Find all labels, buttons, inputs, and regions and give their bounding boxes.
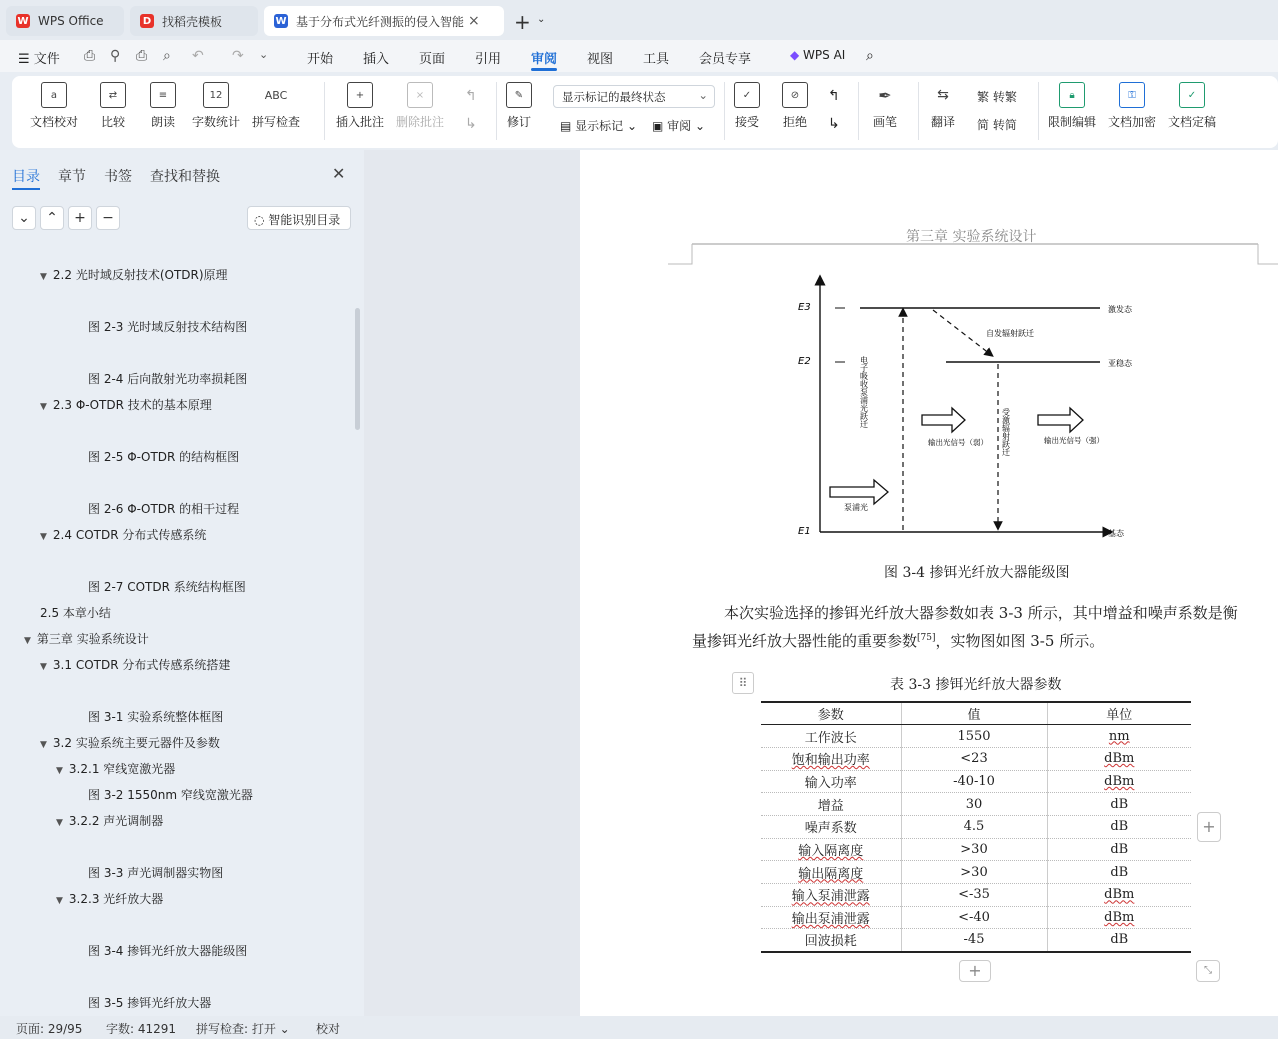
print-preview-icon[interactable]: ⌕	[163, 48, 171, 64]
ribbon-separator	[324, 82, 325, 140]
toc-collapse-arrow-icon[interactable]: ▼	[40, 272, 47, 282]
show-markup-icon: ▤	[560, 119, 576, 133]
save-icon[interactable]: ⎙	[84, 48, 96, 64]
toc-item[interactable]	[88, 942, 247, 959]
toc-item[interactable]	[88, 500, 239, 517]
e1-label: E1	[798, 526, 811, 537]
table-header-row	[761, 702, 1191, 725]
unit-cell[interactable]	[1047, 838, 1191, 861]
status-bar	[0, 1016, 1278, 1039]
cell-text: -45	[963, 932, 985, 948]
reject-button[interactable]: ⊘ 拒绝	[782, 82, 808, 130]
param-cell[interactable]	[761, 838, 901, 861]
cell-text: 1550	[957, 728, 991, 744]
cell-text: dBm	[1104, 910, 1135, 926]
menu-view[interactable]: 视图	[587, 52, 614, 67]
toc-item-label: 图 2-5 Φ-OTDR 的结构框图	[88, 450, 240, 464]
toc-item-label: 3.2.3 光纤放大器	[68, 892, 164, 906]
toc-item-label: 3.2.1 窄线宽激光器	[68, 762, 176, 776]
param-cell[interactable]	[761, 770, 901, 793]
param-cell[interactable]	[761, 929, 901, 952]
e3-label: E3	[798, 302, 811, 313]
toc-item-label: 2.5 本章小结	[40, 606, 111, 620]
table-row	[761, 884, 1191, 907]
tab-docer[interactable]: D 找稻壳模板	[130, 6, 258, 36]
param-cell[interactable]	[761, 725, 901, 748]
body-paragraph-line-1: 本次实验选择的掺铒光纤放大器参数如表 3-3 所示，其中增益和噪声系数是衡	[724, 604, 1238, 622]
toc-item[interactable]	[56, 890, 163, 907]
document-page	[580, 150, 1278, 1016]
cell-text: dB	[1110, 932, 1129, 948]
toc-item-label: 2.3 Φ-OTDR 技术的基本原理	[52, 398, 212, 412]
param-cell[interactable]	[761, 793, 901, 816]
expand-up-icon[interactable]: ⌃	[40, 206, 64, 230]
smart-toc-icon: ◌	[254, 213, 269, 227]
pump-light-arrow	[830, 480, 888, 504]
share-icon[interactable]: ⚲	[110, 48, 121, 64]
navigation-pane	[0, 150, 364, 1016]
tab-chapter[interactable]: 章节	[58, 169, 86, 185]
cell-text: 输出泵浦泄露	[791, 912, 870, 928]
header-rule	[668, 240, 1278, 266]
toc-item[interactable]	[88, 708, 223, 725]
toc-item[interactable]	[40, 266, 228, 283]
menu-tools[interactable]: 工具	[643, 52, 670, 67]
toc-item[interactable]	[40, 604, 111, 621]
cell-text: -40-10	[953, 773, 995, 789]
writer-doc-icon: W	[275, 15, 287, 27]
toc-collapse-arrow-icon[interactable]: ▼	[56, 766, 63, 776]
accept-button[interactable]: ✓ 接受	[734, 82, 760, 130]
compare-button[interactable]: ⇄ 比较	[100, 82, 126, 130]
table-move-handle-icon[interactable]: ⠿	[732, 672, 754, 694]
toc-collapse-arrow-icon[interactable]: ▼	[40, 532, 47, 542]
delete-comment-button[interactable]: × 删除批注	[396, 82, 444, 130]
show-markup-button[interactable]: ▤ 显示标记 ⌄	[560, 119, 638, 133]
menu-page[interactable]: 页面	[419, 52, 446, 67]
value-cell[interactable]	[901, 884, 1047, 907]
chevron-down-icon[interactable]: ⌄	[537, 14, 546, 25]
active-menu-indicator	[531, 68, 557, 71]
new-tab-icon[interactable]: +	[514, 10, 531, 34]
citation-ref[interactable]: [75]	[917, 633, 936, 643]
unit-cell[interactable]	[1047, 793, 1191, 816]
toc-item-label: 图 2-7 COTDR 系统结构框图	[88, 580, 246, 594]
cell-text: 回波损耗	[804, 934, 857, 950]
word-count-button[interactable]: 12 字数统计	[192, 82, 240, 130]
wps-ai-icon: ◆	[790, 48, 804, 62]
encrypt-button[interactable]: ⚿ 文档加密	[1108, 82, 1156, 130]
toc-item[interactable]	[40, 396, 212, 413]
cell-text: dB	[1110, 796, 1129, 812]
toc-item[interactable]	[56, 760, 175, 777]
toc-item[interactable]	[40, 526, 206, 543]
cell-text: 4.5	[963, 819, 985, 835]
pump-light-label: 泵浦光	[844, 503, 868, 512]
table-row	[761, 770, 1191, 793]
value-cell[interactable]	[901, 725, 1047, 748]
value-cell[interactable]	[901, 838, 1047, 861]
excited-state-label: 激发态	[1108, 305, 1132, 314]
toc-item-label: 图 2-6 Φ-OTDR 的相干过程	[88, 502, 240, 516]
header-unit: 单位	[1047, 702, 1191, 725]
table-row	[761, 815, 1191, 838]
next-change-icon[interactable]: ↳	[828, 116, 840, 132]
cell-text: 工作波长	[804, 730, 857, 746]
proofread-icon: a	[41, 82, 67, 108]
spontaneous-label: 自发辐射跃迁	[986, 329, 1034, 338]
table-row	[761, 929, 1191, 952]
toc-item-label: 图 3-1 实验系统整体框图	[88, 710, 224, 724]
active-tab-indicator	[12, 188, 40, 190]
value-cell[interactable]	[901, 929, 1047, 952]
hamburger-icon: ☰	[18, 52, 34, 67]
cell-text: 饱和输出功率	[791, 753, 870, 769]
unit-cell[interactable]	[1047, 884, 1191, 907]
proofread-button[interactable]: a 文档校对	[30, 82, 78, 130]
toc-collapse-arrow-icon[interactable]: ▼	[40, 662, 47, 672]
encrypt-icon: ⚿	[1119, 82, 1145, 108]
param-cell[interactable]	[761, 747, 901, 770]
accept-icon: ✓	[734, 82, 760, 108]
toc-item-label: 2.2 光时域反射技术(OTDR)原理	[52, 268, 228, 282]
toc-item[interactable]	[88, 448, 239, 465]
table-row	[761, 747, 1191, 770]
next-comment-icon[interactable]: ↳	[465, 116, 477, 132]
finalize-icon: ✓	[1179, 82, 1205, 108]
table-caption: 表 3-3 掺铒光纤放大器参数	[890, 677, 1062, 693]
close-icon[interactable]: ✕	[332, 164, 346, 183]
cell-text: <23	[960, 751, 988, 767]
menu-review[interactable]: 审阅	[531, 52, 558, 67]
smart-toc-button[interactable]: ◌ 智能识别目录	[247, 206, 351, 230]
chevron-down-icon: ⌄	[698, 88, 708, 102]
cell-text: 输入隔离度	[798, 843, 864, 859]
review-ribbon	[12, 76, 1278, 148]
to-simplified-button[interactable]: 简 转简	[977, 118, 1017, 132]
parameter-table	[761, 701, 1191, 953]
cell-text: <-35	[958, 887, 990, 903]
document-margin-area	[364, 150, 580, 1016]
menu-start[interactable]: 开始	[307, 52, 334, 67]
revise-button[interactable]: ✎ 修订	[506, 82, 532, 130]
stimulated-label: 受激辐射跃迁	[1001, 408, 1011, 456]
pen-icon: ✒	[878, 85, 892, 105]
toc-item[interactable]	[88, 786, 253, 803]
close-tab-icon[interactable]: ×	[468, 13, 480, 29]
search-icon[interactable]: ⌕	[866, 48, 874, 64]
toc-collapse-arrow-icon[interactable]: ▼	[56, 818, 63, 828]
restrict-edit-icon: 🔒︎	[1059, 82, 1085, 108]
metastable-label: 亚稳态	[1108, 359, 1132, 368]
toc-item-label: 3.2 实验系统主要元器件及参数	[52, 736, 220, 750]
table-row	[761, 861, 1191, 884]
proofread-status[interactable]: 校对	[316, 1022, 341, 1036]
quick-access-more-icon[interactable]: ⌄	[259, 48, 269, 61]
param-cell[interactable]	[761, 906, 901, 929]
finalize-button[interactable]: ✓ 文档定稿	[1168, 82, 1216, 130]
page-indicator[interactable]: 页面: 29/95	[16, 1022, 83, 1036]
tab-wps-office[interactable]: W WPS Office	[6, 6, 124, 36]
toc-item-label: 图 3-3 声光调制器实物图	[88, 866, 224, 880]
ribbon-separator	[858, 82, 859, 140]
toc-item-label: 图 3-2 1550nm 窄线宽激光器	[88, 788, 253, 802]
toc-item[interactable]	[56, 812, 163, 829]
reject-icon: ⊘	[782, 82, 808, 108]
toc-item-label: 图 3-5 掺铒光纤放大器	[88, 996, 212, 1010]
to-traditional-button[interactable]: 繁 转繁	[977, 90, 1017, 104]
add-row-icon[interactable]: +	[959, 960, 991, 982]
toc-item-label: 图 2-3 光时域反射技术结构图	[88, 320, 248, 334]
toc-collapse-arrow-icon[interactable]: ▼	[56, 896, 63, 906]
docer-icon: D	[140, 14, 154, 28]
read-aloud-icon: ≡	[150, 82, 176, 108]
toc-collapse-arrow-icon[interactable]: ▼	[40, 402, 47, 412]
value-cell[interactable]	[901, 861, 1047, 884]
table-row	[761, 725, 1191, 748]
value-cell[interactable]	[901, 793, 1047, 816]
unit-cell[interactable]	[1047, 861, 1191, 884]
cell-text: dB	[1110, 819, 1129, 835]
tab-bookmark[interactable]: 书签	[104, 169, 132, 185]
cell-text: nm	[1108, 728, 1130, 744]
cell-text: <-40	[958, 910, 990, 926]
translate-button[interactable]: ⇆ 翻译	[930, 82, 956, 130]
toc-item-label: 图 2-4 后向散射光功率损耗图	[88, 372, 248, 386]
sidebar-scrollbar[interactable]	[355, 308, 360, 430]
weak-signal-label: 输出光信号（弱）	[928, 438, 988, 447]
traditional-icon: 繁	[977, 90, 993, 104]
toc-item-label: 第三章 实验系统设计	[36, 632, 149, 646]
cell-text: dB	[1110, 864, 1129, 880]
insert-comment-button[interactable]: + 插入批注	[336, 82, 384, 130]
cell-text: dBm	[1104, 773, 1135, 789]
energy-level-figure	[790, 268, 1160, 548]
pump-absorb-label: 电子吸收泵浦光跃迁	[859, 356, 869, 428]
ribbon-separator	[918, 82, 919, 140]
ribbon-separator	[1038, 82, 1039, 140]
wps-ai-button[interactable]: ◆ WPS AI	[790, 48, 846, 62]
display-state-dropdown[interactable]: 显示标记的最终状态 ⌄	[553, 85, 715, 108]
tab-find-replace[interactable]: 查找和替换	[150, 169, 220, 185]
title-tab-bar	[0, 0, 1278, 40]
menu-bar	[0, 40, 1278, 72]
e2-label: E2	[798, 356, 811, 367]
table-row	[761, 793, 1191, 816]
body-paragraph-line-2: 量掺铒光纤放大器性能的重要参数[75]，实物图如图 3-5 所示。	[692, 632, 1105, 650]
collapse-icon[interactable]: ⌄	[12, 206, 36, 230]
toc-item[interactable]	[24, 630, 149, 647]
undo-icon[interactable]: ↶	[192, 48, 204, 64]
tab-toc[interactable]: 目录	[12, 169, 40, 185]
ribbon-separator	[724, 82, 725, 140]
print-icon[interactable]: ⎙	[136, 48, 148, 64]
redo-icon[interactable]: ↷	[232, 48, 244, 64]
value-cell[interactable]	[901, 747, 1047, 770]
unit-cell[interactable]	[1047, 725, 1191, 748]
unit-cell[interactable]	[1047, 770, 1191, 793]
strong-signal-label: 输出光信号（强）	[1044, 436, 1104, 445]
cell-text: 增益	[817, 798, 844, 814]
value-cell[interactable]	[901, 815, 1047, 838]
figure-caption: 图 3-4 掺铒光纤放大器能级图	[884, 565, 1070, 581]
read-aloud-button[interactable]: ≡ 朗读	[150, 82, 176, 130]
review-pane-button[interactable]: ▣ 审阅 ⌄	[652, 119, 706, 133]
toc-item[interactable]	[40, 656, 230, 673]
table-resize-icon[interactable]: ⤡	[1196, 960, 1220, 982]
ribbon-separator	[496, 82, 497, 140]
param-cell[interactable]	[761, 861, 901, 884]
menu-reference[interactable]: 引用	[475, 52, 502, 67]
unit-cell[interactable]	[1047, 747, 1191, 770]
toc-collapse-arrow-icon[interactable]: ▼	[40, 740, 47, 750]
value-cell[interactable]	[901, 906, 1047, 929]
toc-item[interactable]	[88, 994, 211, 1011]
remove-icon[interactable]: −	[96, 206, 120, 230]
page-header-text: 第三章 实验系统设计	[906, 229, 1037, 245]
toc-item[interactable]	[88, 370, 247, 387]
tab-document[interactable]: W 基于分布式光纤测振的侵入智能 ×	[264, 6, 504, 36]
toc-item-label: 3.2.2 声光调制器	[68, 814, 164, 828]
add-column-icon[interactable]: +	[1197, 812, 1221, 842]
wps-logo-icon: W	[17, 15, 29, 27]
unit-cell[interactable]	[1047, 929, 1191, 952]
previous-comment-icon[interactable]: ↰	[465, 88, 477, 104]
compare-icon: ⇄	[100, 82, 126, 108]
previous-change-icon[interactable]: ↰	[828, 88, 840, 104]
spell-check-button[interactable]: ABC 拼写检查	[252, 82, 300, 130]
value-cell[interactable]	[901, 770, 1047, 793]
simplified-icon: 简	[977, 118, 993, 132]
revise-icon: ✎	[506, 82, 532, 108]
menu-insert[interactable]: 插入	[363, 52, 390, 67]
cell-text: 输入功率	[804, 775, 857, 791]
cell-text: 噪声系数	[804, 821, 857, 837]
weak-signal-arrow	[922, 408, 965, 432]
word-count-icon: 12	[203, 82, 229, 108]
strong-signal-arrow	[1038, 408, 1083, 432]
add-icon[interactable]: +	[68, 206, 92, 230]
header-value: 值	[901, 702, 1047, 725]
menu-member[interactable]: 会员专享	[699, 52, 752, 67]
cell-text: >30	[960, 864, 988, 880]
review-pane-icon: ▣	[652, 119, 668, 133]
toc-item[interactable]	[88, 864, 223, 881]
spell-check-icon: ABC	[264, 88, 288, 102]
spell-check-toggle[interactable]: 拼写检查: 打开 ⌄	[196, 1022, 290, 1036]
param-cell[interactable]	[761, 884, 901, 907]
toc-item[interactable]	[88, 578, 246, 595]
toc-item[interactable]	[40, 734, 220, 751]
ground-state-label: 基态	[1108, 529, 1124, 538]
spontaneous-transition-arrow	[933, 310, 990, 354]
delete-comment-icon: ×	[407, 82, 433, 108]
menu-file[interactable]: ☰ 文件	[18, 52, 60, 67]
param-cell[interactable]	[761, 815, 901, 838]
cell-text: >30	[960, 841, 988, 857]
toc-item[interactable]	[88, 318, 247, 335]
table-row	[761, 838, 1191, 861]
cell-text: 30	[965, 796, 983, 812]
toc-item-label: 2.4 COTDR 分布式传感系统	[52, 528, 207, 542]
toc-item-label: 图 3-4 掺铒光纤放大器能级图	[88, 944, 248, 958]
cell-text: 输出隔离度	[798, 866, 864, 882]
toc-item-label: 3.1 COTDR 分布式传感系统搭建	[52, 658, 231, 672]
cell-text: dB	[1110, 841, 1129, 857]
cell-text: dBm	[1104, 751, 1135, 767]
unit-cell[interactable]	[1047, 906, 1191, 929]
cell-text: 输入泵浦泄露	[791, 889, 870, 905]
cell-text: dBm	[1104, 887, 1135, 903]
word-count-indicator[interactable]: 字数: 41291	[106, 1022, 177, 1036]
pen-button[interactable]: ✒ 画笔	[872, 82, 898, 130]
insert-comment-icon: +	[347, 82, 373, 108]
restrict-edit-button[interactable]: 🔒︎ 限制编辑	[1048, 82, 1096, 130]
table-row	[761, 906, 1191, 929]
unit-cell[interactable]	[1047, 815, 1191, 838]
header-param: 参数	[761, 702, 901, 725]
toc-collapse-arrow-icon[interactable]: ▼	[24, 636, 31, 646]
translate-icon: ⇆	[937, 87, 949, 103]
